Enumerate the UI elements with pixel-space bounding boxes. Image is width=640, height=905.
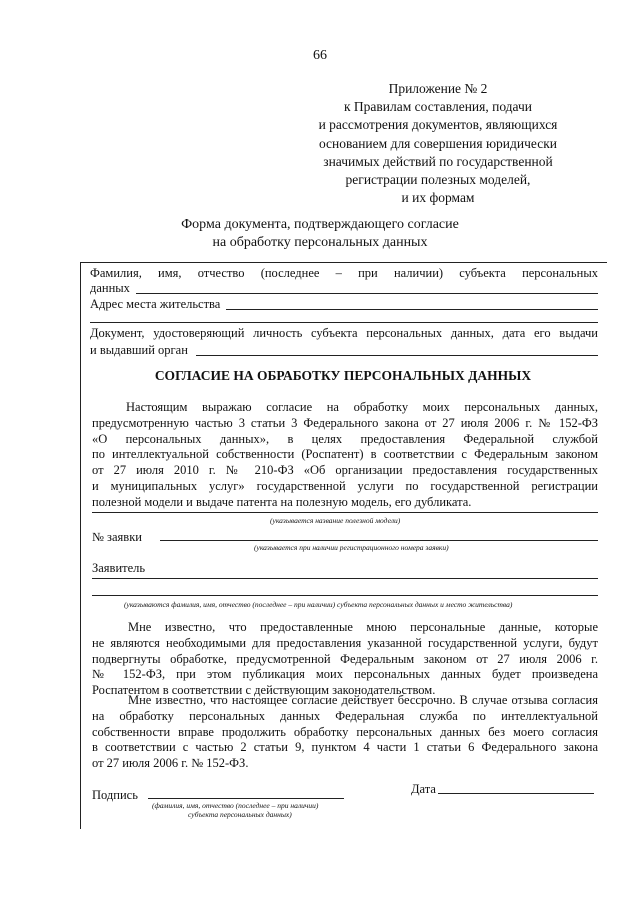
paragraph-line: полезной модели и выдаче патента на полезную модель, его дубликата. bbox=[92, 494, 472, 509]
paragraph-line: от 27 июля 2010 г. № 210-ФЗ «Об организации предоставления государственных bbox=[92, 463, 598, 478]
label-word: субъекта bbox=[310, 326, 358, 340]
page-number: 66 bbox=[313, 48, 327, 63]
id-document-label-cont: и выдавший орган bbox=[90, 343, 188, 357]
label-word: Документ, bbox=[90, 326, 145, 340]
date-label: Дата bbox=[411, 782, 436, 796]
label-word: персональных bbox=[522, 266, 598, 280]
address-input-line-2[interactable] bbox=[90, 322, 598, 323]
label-word: выдачи bbox=[559, 326, 598, 340]
label-word: дата bbox=[502, 326, 526, 340]
appendix-line: Приложение № 2 bbox=[388, 81, 488, 96]
address-label: Адрес места жительства bbox=[90, 297, 221, 311]
name-field-label bbox=[90, 266, 598, 281]
date-input-line[interactable] bbox=[438, 793, 594, 794]
paragraph-line: не являются необходимыми для предоставления указанной государственной услуги, будут bbox=[92, 635, 598, 650]
label-word: персональных bbox=[366, 326, 443, 340]
id-document-input-line[interactable] bbox=[196, 355, 598, 356]
label-word: при bbox=[358, 266, 378, 280]
notice-paragraph-1 bbox=[92, 620, 598, 699]
signature-label: Подпись bbox=[92, 788, 138, 802]
form-title-line: Форма документа, подтверждающего согласие bbox=[181, 217, 459, 232]
model-name-hint: (указывается название полезной модели) bbox=[270, 516, 401, 525]
label-word: наличии) bbox=[393, 266, 444, 280]
appendix-line: и их формам bbox=[401, 190, 475, 206]
signature-input-line[interactable] bbox=[148, 798, 344, 799]
appendix-line: основанием для совершения юридически bbox=[318, 135, 558, 151]
form-title bbox=[0, 216, 640, 252]
consent-paragraph bbox=[92, 400, 598, 511]
paragraph-line: Настоящим выражаю согласие на обработку моих персональных данных, bbox=[126, 400, 598, 414]
applicant-input-line-2[interactable] bbox=[92, 595, 598, 596]
label-word: данных, bbox=[450, 326, 494, 340]
paragraph-line: Мне известно, что предоставленные мною персональные данные, которые bbox=[128, 620, 598, 634]
paragraph-line: по интеллектуальной собственности (Роспатент) в соответствии с Федеральным законом bbox=[92, 447, 598, 462]
label-word: отчество bbox=[197, 266, 245, 280]
paragraph-line: от 27 июля 2006 г. № 152-ФЗ. bbox=[92, 756, 249, 771]
application-number-input-line[interactable] bbox=[160, 540, 598, 541]
notice-paragraph-2 bbox=[92, 693, 598, 772]
paragraph-line: подвергнуты обработке, предусмотренной Федеральным законом от 27 июля 2006 г. bbox=[92, 651, 598, 666]
name-input-line[interactable] bbox=[136, 293, 598, 294]
label-word: субъекта bbox=[459, 266, 506, 280]
appendix-line: регистрации полезных моделей, bbox=[345, 172, 531, 188]
label-word: удостоверяющий bbox=[153, 326, 245, 340]
paragraph-line: «О персональных данных», в целях предоставления Федеральной службой bbox=[92, 431, 598, 446]
appendix-line: к Правилам составления, подачи bbox=[343, 99, 533, 115]
application-number-hint: (указывается при наличии регистрационного номера заявки) bbox=[254, 543, 449, 552]
applicant-input-line[interactable] bbox=[92, 578, 598, 579]
paragraph-line: на обработку персональных данных Федеральная служба по интеллектуальной bbox=[92, 708, 598, 723]
name-field-label-cont: данных bbox=[90, 281, 130, 295]
paragraph-line: и муниципальных услуг» государственной услуги по государственной регистрации bbox=[92, 478, 598, 493]
label-word: его bbox=[534, 326, 551, 340]
address-input-line[interactable] bbox=[226, 309, 598, 310]
label-word: – bbox=[335, 266, 342, 280]
appendix-line: и рассмотрения документов, являющихся bbox=[318, 117, 558, 133]
appendix-line: значимых действий по государственной bbox=[323, 153, 553, 169]
label-word: (последнее bbox=[260, 266, 320, 280]
label-word: Фамилия, bbox=[90, 266, 142, 280]
signature-hint-line-1: (фамилия, имя, отчество (последнее – при наличии) bbox=[152, 801, 319, 810]
paragraph-line: собственности вправе продолжить обработку персональных данных без моего согласия bbox=[92, 724, 598, 739]
label-word: имя, bbox=[158, 266, 182, 280]
id-document-label bbox=[90, 326, 598, 341]
paragraph-line: Мне известно, что настоящее согласие действует бессрочно. В случае отзыва согласия bbox=[128, 693, 598, 707]
signature-hint-line-2: субъекта персональных данных) bbox=[188, 810, 292, 819]
paragraph-line: предусмотренную частью 3 статьи 3 Федерального закона от 27 июля 2006 г. № 152-ФЗ bbox=[92, 415, 598, 430]
paragraph-line: Роспатентом в соответствии с действующим законодательством. bbox=[92, 683, 436, 698]
applicant-hint: (указываются фамилия, имя, отчество (последнее – при наличии) субъекта персональных данных и место жительства) bbox=[124, 600, 513, 609]
form-title-line: на обработку персональных данных bbox=[212, 235, 428, 250]
paragraph-line: в соответствии с частью 2 статьи 9, пунктом 4 части 1 статьи 6 Федерального закона bbox=[92, 740, 598, 755]
applicant-label: Заявитель bbox=[92, 561, 146, 575]
application-number-label: № заявки bbox=[92, 530, 142, 544]
label-word: личность bbox=[253, 326, 303, 340]
paragraph-line: № 152-ФЗ, при этом публикация моих персональных данных будет произведена bbox=[92, 667, 598, 682]
appendix-header bbox=[288, 80, 588, 207]
model-name-input-line[interactable] bbox=[92, 512, 598, 513]
consent-heading: СОГЛАСИЕ НА ОБРАБОТКУ ПЕРСОНАЛЬНЫХ ДАННЫХ bbox=[154, 368, 532, 383]
